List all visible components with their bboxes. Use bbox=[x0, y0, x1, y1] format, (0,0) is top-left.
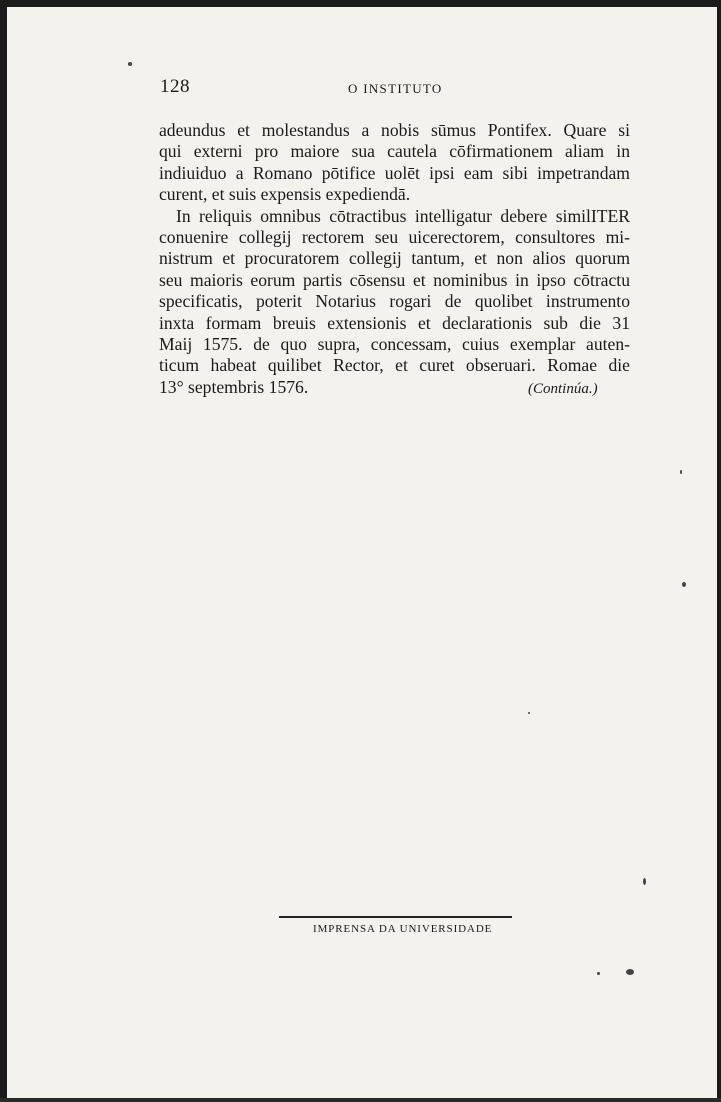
scan-speck bbox=[680, 470, 682, 474]
text-line: Maij 1575. de quo supra, concessam, cuius exemplar auten- bbox=[159, 334, 630, 355]
body-text bbox=[159, 120, 630, 398]
scan-border-bottom bbox=[0, 1098, 721, 1102]
scan-speck bbox=[597, 972, 600, 975]
footer-rule bbox=[279, 916, 512, 918]
text-line: nistrum et procuratorem collegij tantum, et non alios quorum bbox=[159, 248, 630, 269]
text-line: specificatis, poterit Notarius rogari de quolibet instrumento bbox=[159, 291, 630, 312]
scan-speck bbox=[682, 582, 686, 587]
text-line: indiuiduo a Romano pōtifice uolēt ipsi eam sibi impetrandam bbox=[159, 162, 630, 183]
scan-border-top bbox=[0, 0, 721, 7]
scan-speck bbox=[643, 878, 646, 885]
running-head: O INSTITUTO bbox=[348, 81, 443, 96]
text-line: conuenire collegij rectorem seu uicerectorem, consultores mi- bbox=[159, 227, 630, 248]
text-line: ticum habeat quilibet Rector, et curet obseruari. Romae die bbox=[159, 355, 630, 376]
text-line: seu maioris eorum partis cōsensu et nominibus in ipso cōtractu bbox=[159, 269, 630, 290]
page-header bbox=[160, 76, 630, 102]
scan-speck bbox=[128, 62, 132, 66]
text-line: adeundus et molestandus a nobis sūmus Pontifex. Quare si bbox=[159, 120, 630, 140]
text-line: qui externi pro maiore sua cautela cōfirmationem aliam in bbox=[159, 141, 630, 162]
text-line: curent, et suis expensis expediendā. bbox=[159, 184, 411, 205]
scan-speck bbox=[528, 712, 530, 714]
page-number: 128 bbox=[160, 76, 190, 97]
text-line: inxta formam breuis extensionis et declarationis sub die 31 bbox=[159, 312, 630, 333]
scan-border-left bbox=[0, 0, 7, 1102]
text-line: In reliquis omnibus cōtractibus intelligatur debere similITER bbox=[176, 205, 630, 226]
printer-imprint: IMPRENSA DA UNIVERSIDADE bbox=[313, 923, 493, 935]
continued-note: (Continúa.) bbox=[528, 381, 598, 397]
text-line: 13° septembris 1576. bbox=[159, 376, 309, 397]
scan-border-right bbox=[717, 0, 721, 1102]
scan-speck bbox=[626, 969, 634, 975]
